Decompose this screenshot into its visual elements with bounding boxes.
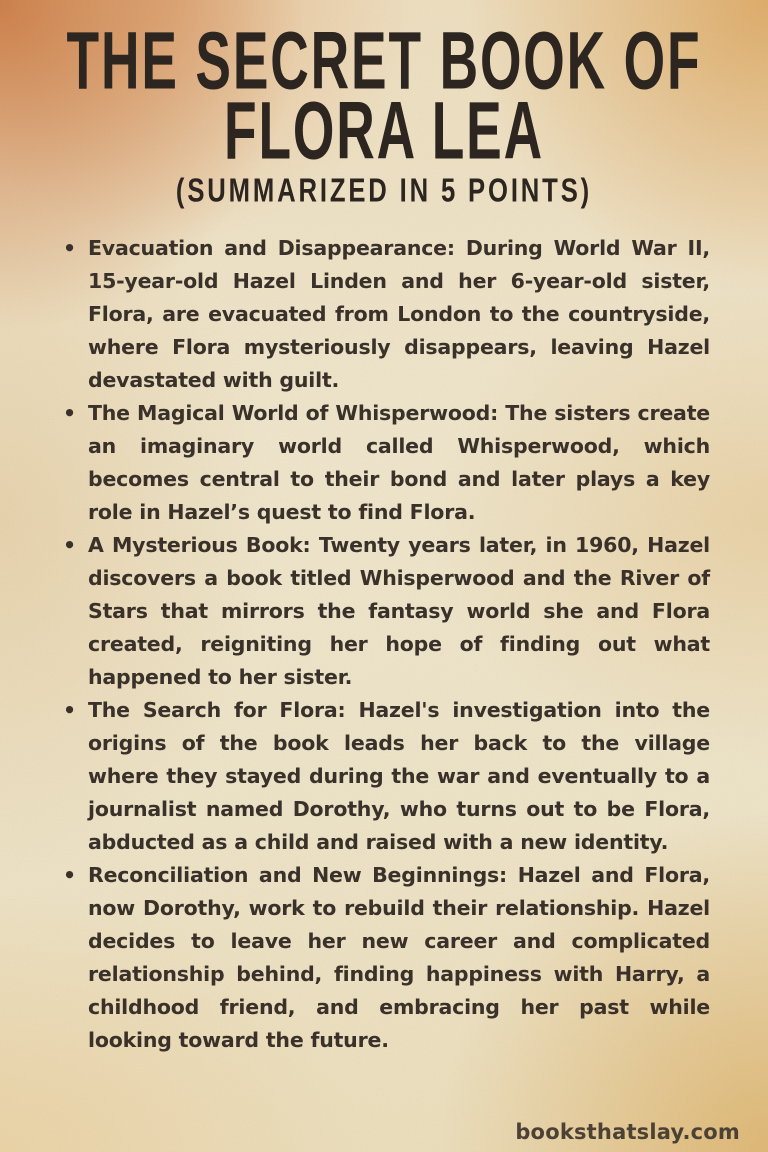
- site-credit: booksthatslay.com: [515, 1120, 740, 1144]
- bullet-icon: •: [63, 863, 76, 887]
- summary-point-text: Evacuation and Disappearance: During World War II, 15-year-old Hazel Linden and her 6-year-old sister, Flora, are evacuated from London to the countryside, where Flora mysteriously disappears, leaving Hazel devastated with guilt.: [88, 236, 710, 392]
- page-title-line-1: THE SECRET BOOK OF: [66, 15, 702, 107]
- summary-point-3: [60, 529, 710, 694]
- summary-point-4: [60, 694, 710, 859]
- page-subtitle: (SUMMARIZED IN 5 POINTS): [175, 171, 593, 209]
- page-title-line-2: FLORA LEA: [224, 85, 544, 177]
- summary-point-text: The Magical World of Whisperwood: The sisters create an imaginary world called Whisperwood, which becomes central to their bond and later plays a key role in Hazel’s quest to find Flora.: [88, 401, 710, 524]
- summary-point-text: A Mysterious Book: Twenty years later, in 1960, Hazel discovers a book titled Whisperwood and the River of Stars that mirrors the fantasy world she and Flora created, reigniting her hope of finding out what happened to her sister.: [88, 533, 710, 689]
- summary-point-1: [60, 232, 710, 397]
- bullet-icon: •: [63, 698, 76, 722]
- summary-point-5: [60, 859, 710, 1057]
- summary-point-text: Reconciliation and New Beginnings: Hazel and Flora, now Dorothy, work to rebuild their relationship. Hazel decides to leave her new career and complicated relationship behind, finding happiness with Harry, a childhood friend, and embracing her past while looking toward the future.: [88, 863, 710, 1052]
- summary-point-2: [60, 397, 710, 529]
- summary-point-text: The Search for Flora: Hazel's investigation into the origins of the book leads her back to the village where they stayed during the war and eventually to a journalist named Dorothy, who turns out to be Flora, abducted as a child and raised with a new identity.: [88, 698, 710, 854]
- bullet-icon: •: [63, 236, 76, 260]
- bullet-icon: •: [63, 533, 76, 557]
- poster-header: [0, 0, 768, 210]
- summary-points-list: [0, 232, 768, 1057]
- page-title: [0, 15, 768, 177]
- bullet-icon: •: [63, 401, 76, 425]
